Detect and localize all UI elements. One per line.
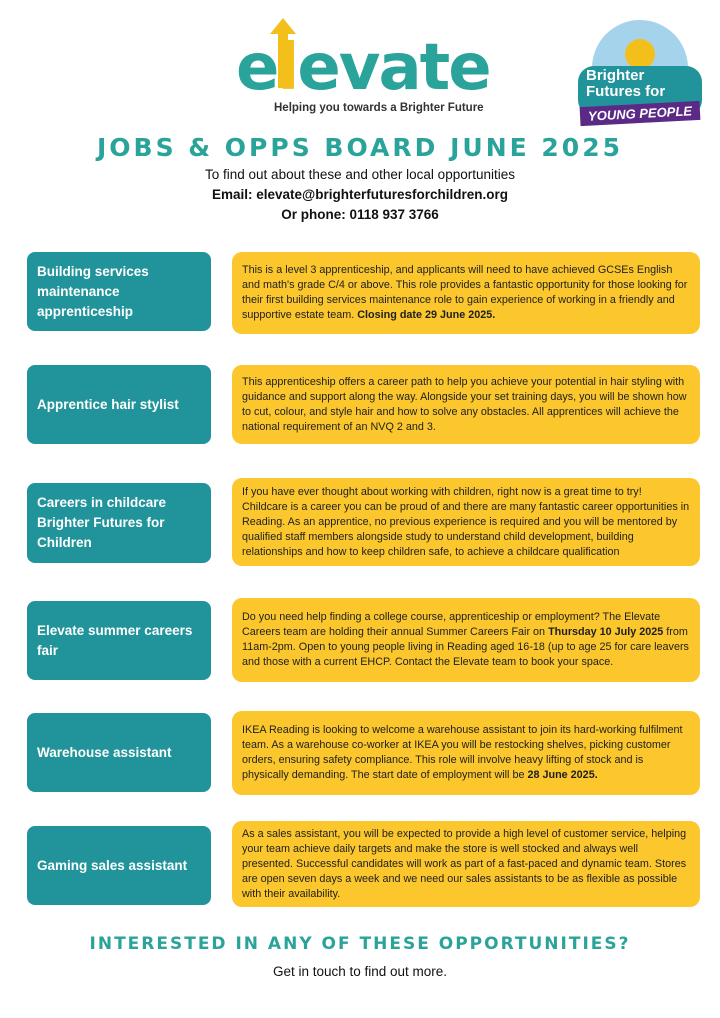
opportunity-description: If you have ever thought about working with children, right now is a great time to try! Childcare is a career you can be proud of and there are many fantastic career opportunities in Reading. As an apprentice, no previous experience is required and you will be mentored by qualified staff members alongside study to understand child development, building relationships and how to keep children safe, to achieve a childcare qualification (232, 478, 700, 566)
opportunity-description: Do you need help finding a college course, apprenticeship or employment? The Elevate Careers team are holding their annual Summer Careers Fair on Thursday 10 July 2025 from 11am-2pm. Open to young people living in Reading aged 16-18 (up to age 25 for care leavers and those with a current EHCP. Contact the Elevate team to book your space. (232, 598, 700, 682)
opportunity-description: This apprenticeship offers a career path to help you achieve your potential in hair styling with guidance and support along the way. Alongside your set training days, you will be shown how to cut, colour, and style hair and how to solve any obstacles. All apprentices will achieve the national requirement of an NVQ 2 and 3. (232, 365, 700, 444)
opportunity-description: As a sales assistant, you will be expected to provide a high level of customer service, helping your team achieve daily targets and make the store is well stocked and always well presented. Successful candidates will work as part of a fast-paced and dynamic team. Stores are open seven days a week and we need our sales assistants to be as flexible as possible with their availability. (232, 821, 700, 907)
contact-email: Email: elevate@brighterfuturesforchildren.org (212, 187, 508, 202)
opportunity-description: IKEA Reading is looking to welcome a warehouse assistant to join its hard-working fulfilment team. As a warehouse co-worker at IKEA you will be restocking shelves, picking customer orders, ensuring safety compliance. This role will involve heavy lifting of stock and is physically demanding. The start date of employment will be 28 June 2025. (232, 711, 700, 795)
opportunity-title: Gaming sales assistant (27, 826, 211, 905)
young-people-band: YOUNG PEOPLE (580, 101, 701, 126)
elevate-logo (236, 18, 490, 118)
cta-heading: INTERESTED IN ANY OF THESE OPPORTUNITIES? (89, 934, 631, 954)
contact-phone: Or phone: 0118 937 3766 (281, 207, 439, 222)
opportunity-title: Elevate summer careers fair (27, 601, 211, 680)
opportunity-description: This is a level 3 apprenticeship, and applicants will need to have achieved GCSEs English and math's grade C/4 or above. This role provides a fantastic opportunity for those looking for their first building services maintenance role to gain experience of working in a friendly and supportive estate team. Closing date 29 June 2025. (232, 252, 700, 334)
page-title: JOBS & OPPS BOARD JUNE 2025 (96, 133, 623, 162)
opportunity-title: Careers in childcare Brighter Futures for Children (27, 483, 211, 563)
brighter-futures-logo (570, 18, 710, 130)
cta-subtext: Get in touch to find out more. (272, 964, 448, 979)
elevate-wordmark: elevate (236, 31, 490, 105)
opportunity-title: Warehouse assistant (27, 713, 211, 792)
brighter-futures-text: Brighter Futures for (586, 67, 666, 100)
intro-text: To find out about these and other local opportunities (205, 167, 515, 182)
opportunity-title: Building services maintenance apprenticeship (27, 252, 211, 331)
elevate-tagline: Helping you towards a Brighter Future (274, 102, 484, 114)
opportunity-title: Apprentice hair stylist (27, 365, 211, 444)
